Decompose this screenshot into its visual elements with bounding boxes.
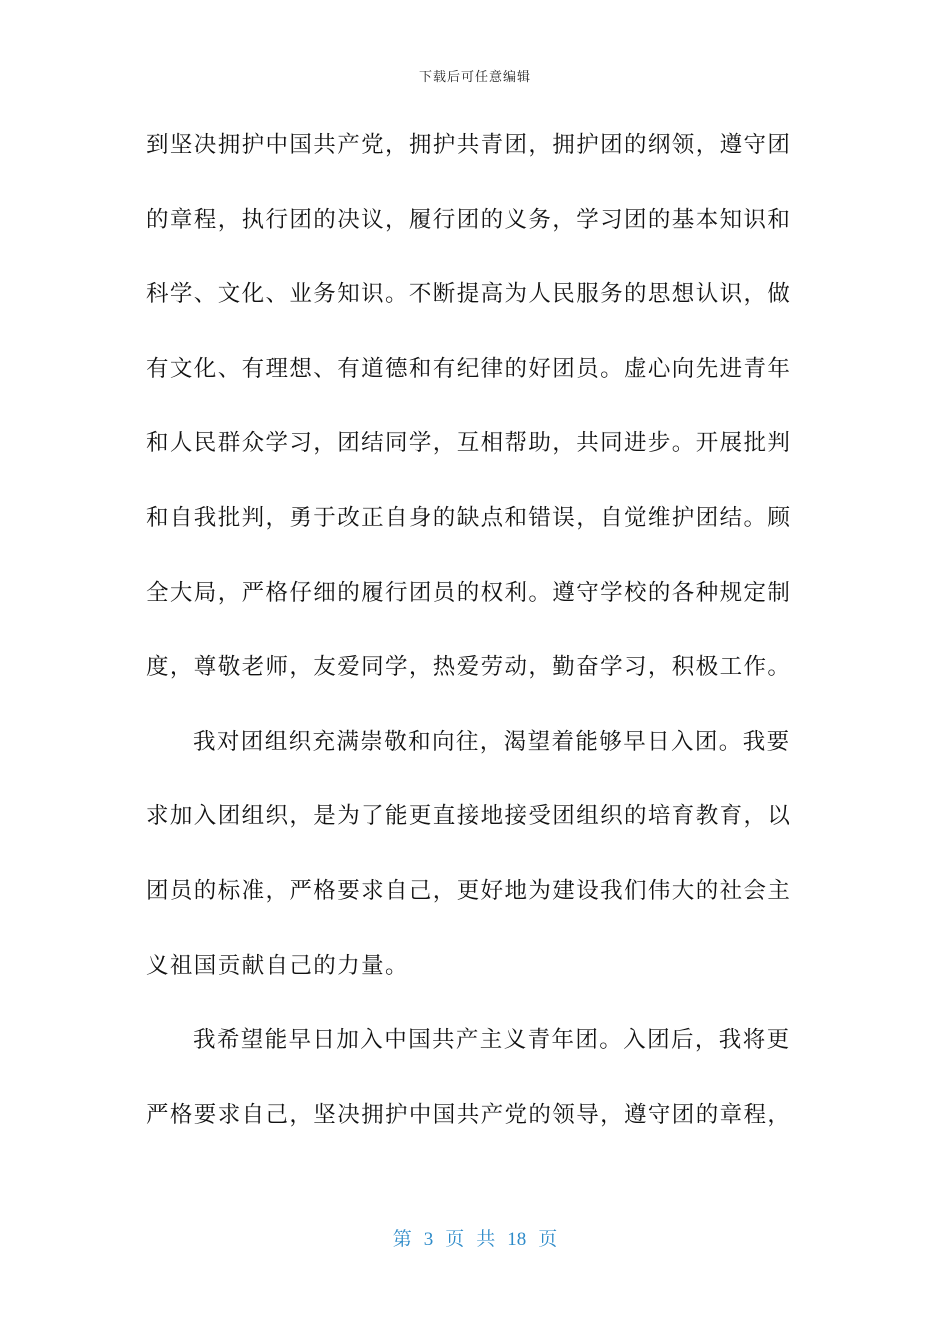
paragraph-start-line: 我对团组织充满崇敬和向往，渴望着能够早日入团。我要 [193,728,791,755]
footer-prefix: 第 [392,1229,412,1250]
text-line: 严格要求自己，坚决拥护中国共产党的领导，遵守团的章程， [146,1101,792,1128]
text-line: 全大局，严格仔细的履行团员的权利。遵守学校的各种规定制 [146,579,792,606]
text-line: 度，尊敬老师，友爱同学，热爱劳动，勤奋学习，积极工作。 [146,654,792,681]
current-page-number: 3 [423,1229,434,1250]
text-line: 求加入团组织，是为了能更直接地接受团组织的培育教育，以 [146,803,792,830]
text-line: 科学、文化、业务知识。不断提高为人民服务的思想认识，做 [146,281,792,308]
text-line: 的章程，执行团的决议，履行团的义务，学习团的基本知识和 [146,206,792,233]
page-number-footer [0,1224,950,1251]
document-body [146,124,796,1168]
total-page-number: 18 [507,1229,527,1250]
footer-suffix: 页 [538,1229,558,1250]
paragraph-start-line: 我希望能早日加入中国共产主义青年团。入团后，我将更 [193,1027,791,1054]
page-header-note: 下载后可任意编辑 [418,70,531,85]
text-line: 和自我批判，勇于改正自身的缺点和错误，自觉维护团结。顾 [146,504,792,531]
text-line: 义祖国贡献自己的力量。 [146,952,409,979]
footer-total-word: 共 [476,1229,496,1250]
text-line: 团员的标准，严格要求自己，更好地为建设我们伟大的社会主 [146,877,792,904]
footer-page-word: 页 [445,1229,465,1250]
text-line: 到坚决拥护中国共产党，拥护共青团，拥护团的纲领，遵守团 [146,132,792,158]
text-line: 有文化、有理想、有道德和有纪律的好团员。虚心向先进青年 [146,355,792,382]
text-line: 和人民群众学习，团结同学，互相帮助，共同进步。开展批判 [146,430,792,457]
